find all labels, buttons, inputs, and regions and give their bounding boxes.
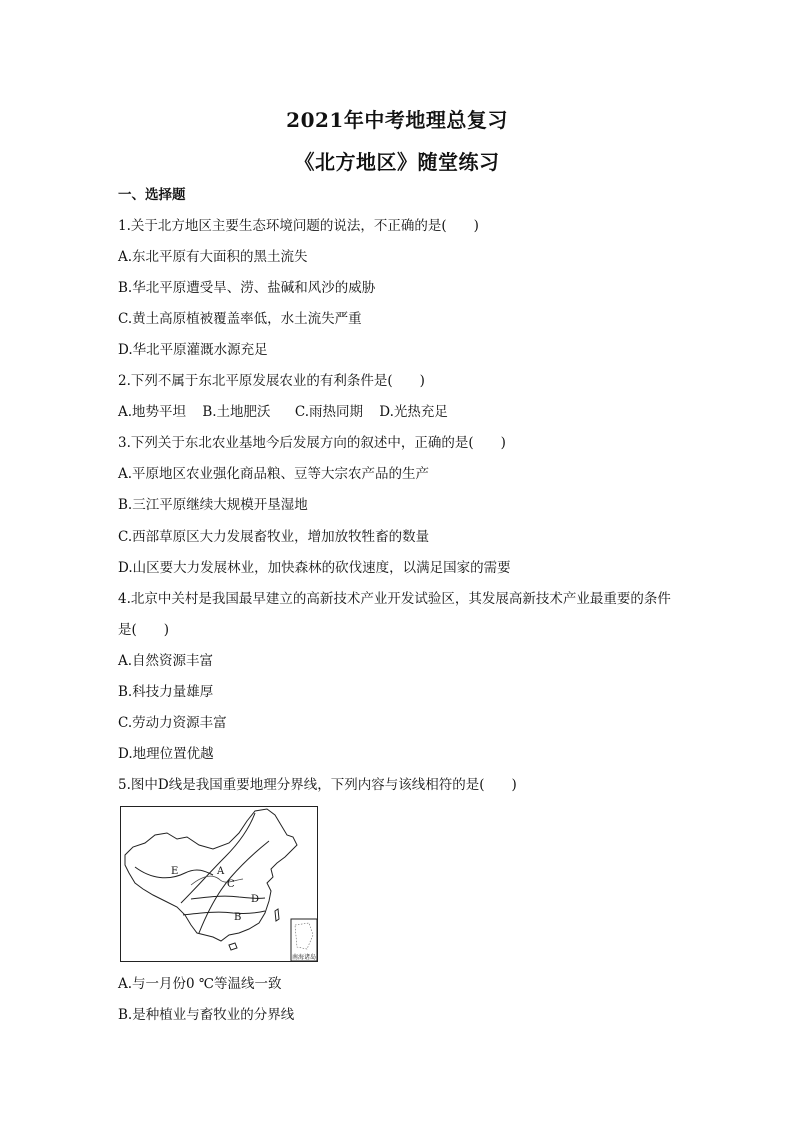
question-4-option-d: D.地理位置优越 bbox=[118, 746, 214, 762]
question-4-stem-continued: 是( ) bbox=[118, 622, 170, 638]
question-2-option-d: D.光热充足 bbox=[379, 404, 448, 420]
taiwan-island bbox=[275, 909, 279, 921]
question-1-option-a: A.东北平原有大面积的黑土流失 bbox=[118, 249, 308, 265]
question-2-option-b: B.土地肥沃 bbox=[202, 404, 271, 420]
boundary-line-b bbox=[183, 911, 265, 915]
question-5-option-b: B.是种植业与畜牧业的分界线 bbox=[118, 1007, 295, 1023]
map-drawing bbox=[121, 807, 317, 961]
question-3-option-d: D.山区要大力发展林业，加快森林的砍伐速度，以满足国家的需要 bbox=[118, 560, 511, 576]
question-2-option-a: A.地势平坦 bbox=[118, 404, 187, 420]
yellow-river bbox=[191, 876, 243, 885]
question-1-option-c: C.黄土高原植被覆盖率低，水土流失严重 bbox=[118, 311, 362, 327]
map-label-a: A bbox=[217, 866, 225, 877]
page-subtitle: 《北方地区》随堂练习 bbox=[294, 150, 500, 174]
hainan-island bbox=[229, 943, 237, 950]
question-1-option-d: D.华北平原灌溉水源充足 bbox=[118, 342, 268, 358]
map-label-b: B bbox=[234, 912, 242, 923]
question-2-stem: 2.下列不属于东北平原发展农业的有利条件是( ) bbox=[118, 373, 425, 389]
map-label-d: D bbox=[251, 894, 260, 905]
question-5-option-a: A.与一月份0 ℃等温线一致 bbox=[118, 976, 282, 992]
question-2-option-c: C.雨热同期 bbox=[294, 404, 363, 420]
inset-label: 南海诸岛 bbox=[292, 954, 317, 961]
question-1-stem: 1.关于北方地区主要生态环境问题的说法，不正确的是( ) bbox=[118, 218, 479, 234]
question-5-stem: 5.图中D线是我国重要地理分界线，下列内容与该线相符的是( ) bbox=[118, 777, 517, 793]
question-3-stem: 3.下列关于东北农业基地今后发展方向的叙述中，正确的是( ) bbox=[118, 435, 506, 451]
question-3-option-c: C.西部草原区大力发展畜牧业，增加放牧牲畜的数量 bbox=[118, 529, 430, 545]
question-4-option-b: B.科技力量雄厚 bbox=[118, 684, 214, 700]
question-2-options bbox=[118, 403, 698, 421]
map-label-e: E bbox=[171, 866, 179, 877]
map-label-c: C bbox=[227, 879, 235, 890]
question-4-stem: 4.北京中关村是我国最早建立的高新技术产业开发试验区，其发展高新技术产业最重要的条件 bbox=[118, 591, 671, 607]
section-heading: 一、选择题 bbox=[118, 187, 186, 203]
question-3-option-a: A.平原地区农业强化商品粮、豆等大宗农产品的生产 bbox=[118, 466, 430, 482]
question-3-option-b: B.三江平原继续大规模开垦湿地 bbox=[118, 497, 308, 513]
china-boundary-map bbox=[120, 806, 318, 962]
question-1-option-b: B.华北平原遭受旱、涝、盐碱和风沙的威胁 bbox=[118, 280, 376, 296]
question-4-option-c: C.劳动力资源丰富 bbox=[118, 715, 227, 731]
question-4-option-a: A.自然资源丰富 bbox=[118, 653, 214, 669]
page-title: 2021年中考地理总复习 bbox=[286, 108, 508, 132]
